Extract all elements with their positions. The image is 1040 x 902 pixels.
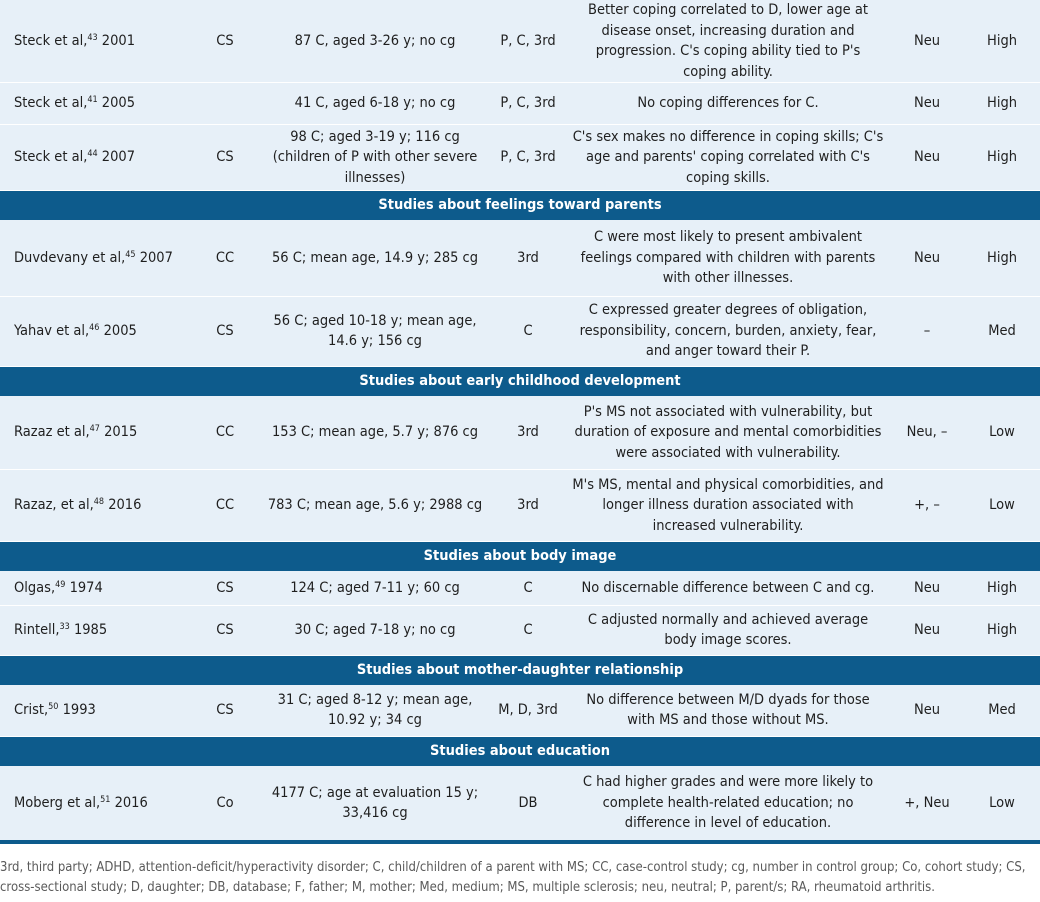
design-cell: CS: [190, 685, 260, 737]
section-header: Studies about mother-daughter relationship: [0, 655, 1040, 685]
table-row: [0, 125, 1040, 191]
informant-cell: DB: [490, 766, 566, 840]
findings-cell: C adjusted normally and achieved average body image scores.: [566, 605, 890, 655]
table-footnote: 3rd, third party; ADHD, attention-deficit/hyperactivity disorder; C, child/children of a parent with MS; CC, case-control study; cg, number in control group; Co, cohort study; CS, cross-sectional study; D, daughter; DB, database; F, father; M, mother; Med, medium; MS, multiple sclerosis; neu, neutral; P, parent/s; RA, rheumatoid arthritis.: [0, 860, 1026, 895]
sample-cell: 31 C; aged 8-12 y; mean age, 10.92 y; 34 cg: [260, 685, 490, 737]
effect-cell: +, –: [890, 470, 964, 542]
reference-number: 47: [89, 424, 100, 434]
section-header: Studies about early childhood development: [0, 366, 1040, 396]
section-header-row: [0, 191, 1040, 221]
effect-cell: Neu: [890, 0, 964, 83]
publication-year: 2016: [110, 794, 148, 811]
author-name: Steck et al,: [14, 149, 88, 166]
findings-cell: No coping differences for C.: [566, 83, 890, 125]
section-header-row: [0, 366, 1040, 396]
section-header: Studies about education: [0, 737, 1040, 767]
author-name: Razaz et al,: [14, 424, 90, 440]
author-name: Rintell,: [14, 621, 60, 638]
sample-cell: 30 C; aged 7-18 y; no cg: [260, 605, 490, 655]
design-cell: CC: [190, 220, 260, 296]
effect-cell: Neu: [890, 83, 964, 125]
table-row: [0, 605, 1040, 655]
publication-year: 2005: [99, 322, 137, 339]
sample-cell: 98 C; aged 3-19 y; 116 cg (children of P with other severe illnesses): [260, 125, 490, 191]
design-cell: CS: [190, 0, 260, 83]
author-cell: [0, 766, 190, 840]
author-cell: [0, 396, 190, 470]
quality-cell: Med: [964, 296, 1040, 366]
quality-cell: High: [964, 605, 1040, 655]
sample-cell: 153 C; mean age, 5.7 y; 876 cg: [260, 396, 490, 470]
effect-cell: Neu, –: [890, 396, 964, 470]
reference-number: 33: [59, 621, 70, 632]
design-cell: CS: [190, 125, 260, 191]
quality-cell: High: [964, 125, 1040, 191]
sample-cell: 56 C; aged 10-18 y; mean age, 14.6 y; 156 cg: [260, 296, 490, 366]
reference-number: 50: [48, 702, 59, 712]
table-row: [0, 83, 1040, 125]
informant-cell: P, C, 3rd: [490, 83, 566, 125]
informant-cell: C: [490, 605, 566, 655]
section-header: Studies about feelings toward parents: [0, 191, 1040, 221]
reference-number: 49: [55, 579, 66, 590]
reference-number: 43: [87, 32, 98, 43]
author-cell: [0, 571, 190, 605]
findings-cell: Better coping correlated to D, lower age at disease onset, increasing duration and progression. C's coping ability tied to P's coping ability.: [566, 0, 890, 83]
section-header: Studies about body image: [0, 542, 1040, 572]
table-row: [0, 470, 1040, 542]
table-row: [0, 0, 1040, 83]
informant-cell: C: [490, 296, 566, 366]
findings-cell: M's MS, mental and physical comorbidities, and longer illness duration associated with increased vulnerability.: [566, 470, 890, 542]
reference-number: 41: [87, 95, 98, 106]
author-name: Steck et al,: [14, 32, 88, 49]
section-header-row: [0, 737, 1040, 767]
informant-cell: P, C, 3rd: [490, 0, 566, 83]
table-row: [0, 571, 1040, 605]
findings-cell: P's MS not associated with vulnerability, but duration of exposure and mental comorbidities were associated with vulnerability.: [566, 396, 890, 470]
table-row: [0, 296, 1040, 366]
reference-number: 45: [125, 249, 136, 260]
quality-cell: Low: [964, 396, 1040, 470]
informant-cell: 3rd: [490, 396, 566, 470]
effect-cell: +, Neu: [890, 766, 964, 840]
publication-year: 2007: [97, 149, 135, 166]
author-cell: [0, 296, 190, 366]
effect-cell: Neu: [890, 685, 964, 737]
design-cell: CS: [190, 571, 260, 605]
table-row: [0, 685, 1040, 737]
table-row: [0, 396, 1040, 470]
quality-cell: Low: [964, 470, 1040, 542]
design-cell: CS: [190, 605, 260, 655]
publication-year: 1993: [58, 702, 96, 718]
quality-cell: High: [964, 220, 1040, 296]
sample-cell: 124 C; aged 7-11 y; 60 cg: [260, 571, 490, 605]
author-cell: [0, 220, 190, 296]
author-name: Olgas,: [14, 579, 56, 596]
table-row: [0, 220, 1040, 296]
informant-cell: P, C, 3rd: [490, 125, 566, 191]
effect-cell: –: [890, 296, 964, 366]
author-name: Steck et al,: [14, 95, 88, 112]
findings-cell: C's sex makes no difference in coping skills; C's age and parents' coping correlated with C's coping skills.: [566, 125, 890, 191]
author-name: Razaz, et al,: [14, 497, 94, 514]
publication-year: 1985: [69, 621, 108, 638]
findings-cell: No discernable difference between C and cg.: [566, 571, 890, 605]
reference-number: 44: [87, 149, 98, 160]
effect-cell: Neu: [890, 125, 964, 191]
section-header-row: [0, 655, 1040, 685]
sample-cell: 783 C; mean age, 5.6 y; 2988 cg: [260, 470, 490, 542]
author-cell: [0, 83, 190, 125]
section-header-row: [0, 542, 1040, 572]
author-name: Yahav et al,: [14, 322, 90, 339]
design-cell: CS: [190, 296, 260, 366]
design-cell: CC: [190, 396, 260, 470]
author-name: Moberg et al,: [14, 794, 101, 811]
quality-cell: Low: [964, 766, 1040, 840]
design-cell: [190, 83, 260, 125]
findings-cell: C had higher grades and were more likely to complete health-related education; no difference in level of education.: [566, 766, 890, 840]
quality-cell: High: [964, 83, 1040, 125]
publication-year: 2001: [97, 32, 135, 49]
publication-year: 2015: [99, 424, 138, 440]
publication-year: 2005: [97, 95, 135, 112]
findings-cell: C were most likely to present ambivalent feelings compared with children with parents with other illnesses.: [566, 220, 890, 296]
sample-cell: 87 C, aged 3-26 y; no cg: [260, 0, 490, 83]
sample-cell: 56 C; mean age, 14.9 y; 285 cg: [260, 220, 490, 296]
author-cell: [0, 470, 190, 542]
publication-year: 2016: [104, 497, 142, 514]
author-cell: [0, 685, 190, 737]
table-row: [0, 766, 1040, 840]
publication-year: 1974: [65, 579, 103, 596]
author-name: Crist,: [14, 702, 49, 718]
author-cell: [0, 125, 190, 191]
author-cell: [0, 0, 190, 83]
reference-number: 51: [100, 794, 111, 805]
informant-cell: 3rd: [490, 470, 566, 542]
design-cell: Co: [190, 766, 260, 840]
quality-cell: Med: [964, 685, 1040, 737]
sample-cell: 41 C, aged 6-18 y; no cg: [260, 83, 490, 125]
author-cell: [0, 605, 190, 655]
publication-year: 2007: [135, 249, 173, 266]
effect-cell: Neu: [890, 605, 964, 655]
reference-number: 46: [89, 322, 100, 333]
quality-cell: High: [964, 571, 1040, 605]
design-cell: CC: [190, 470, 260, 542]
sample-cell: 4177 C; age at evaluation 15 y; 33,416 cg: [260, 766, 490, 840]
author-name: Duvdevany et al,: [14, 249, 126, 266]
effect-cell: Neu: [890, 571, 964, 605]
informant-cell: C: [490, 571, 566, 605]
quality-cell: High: [964, 0, 1040, 83]
findings-cell: C expressed greater degrees of obligation, responsibility, concern, burden, anxiety, fear, and anger toward their P.: [566, 296, 890, 366]
reference-number: 48: [93, 497, 105, 508]
effect-cell: Neu: [890, 220, 964, 296]
findings-cell: No difference between M/D dyads for those with MS and those without MS.: [566, 685, 890, 737]
informant-cell: M, D, 3rd: [490, 685, 566, 737]
informant-cell: 3rd: [490, 220, 566, 296]
